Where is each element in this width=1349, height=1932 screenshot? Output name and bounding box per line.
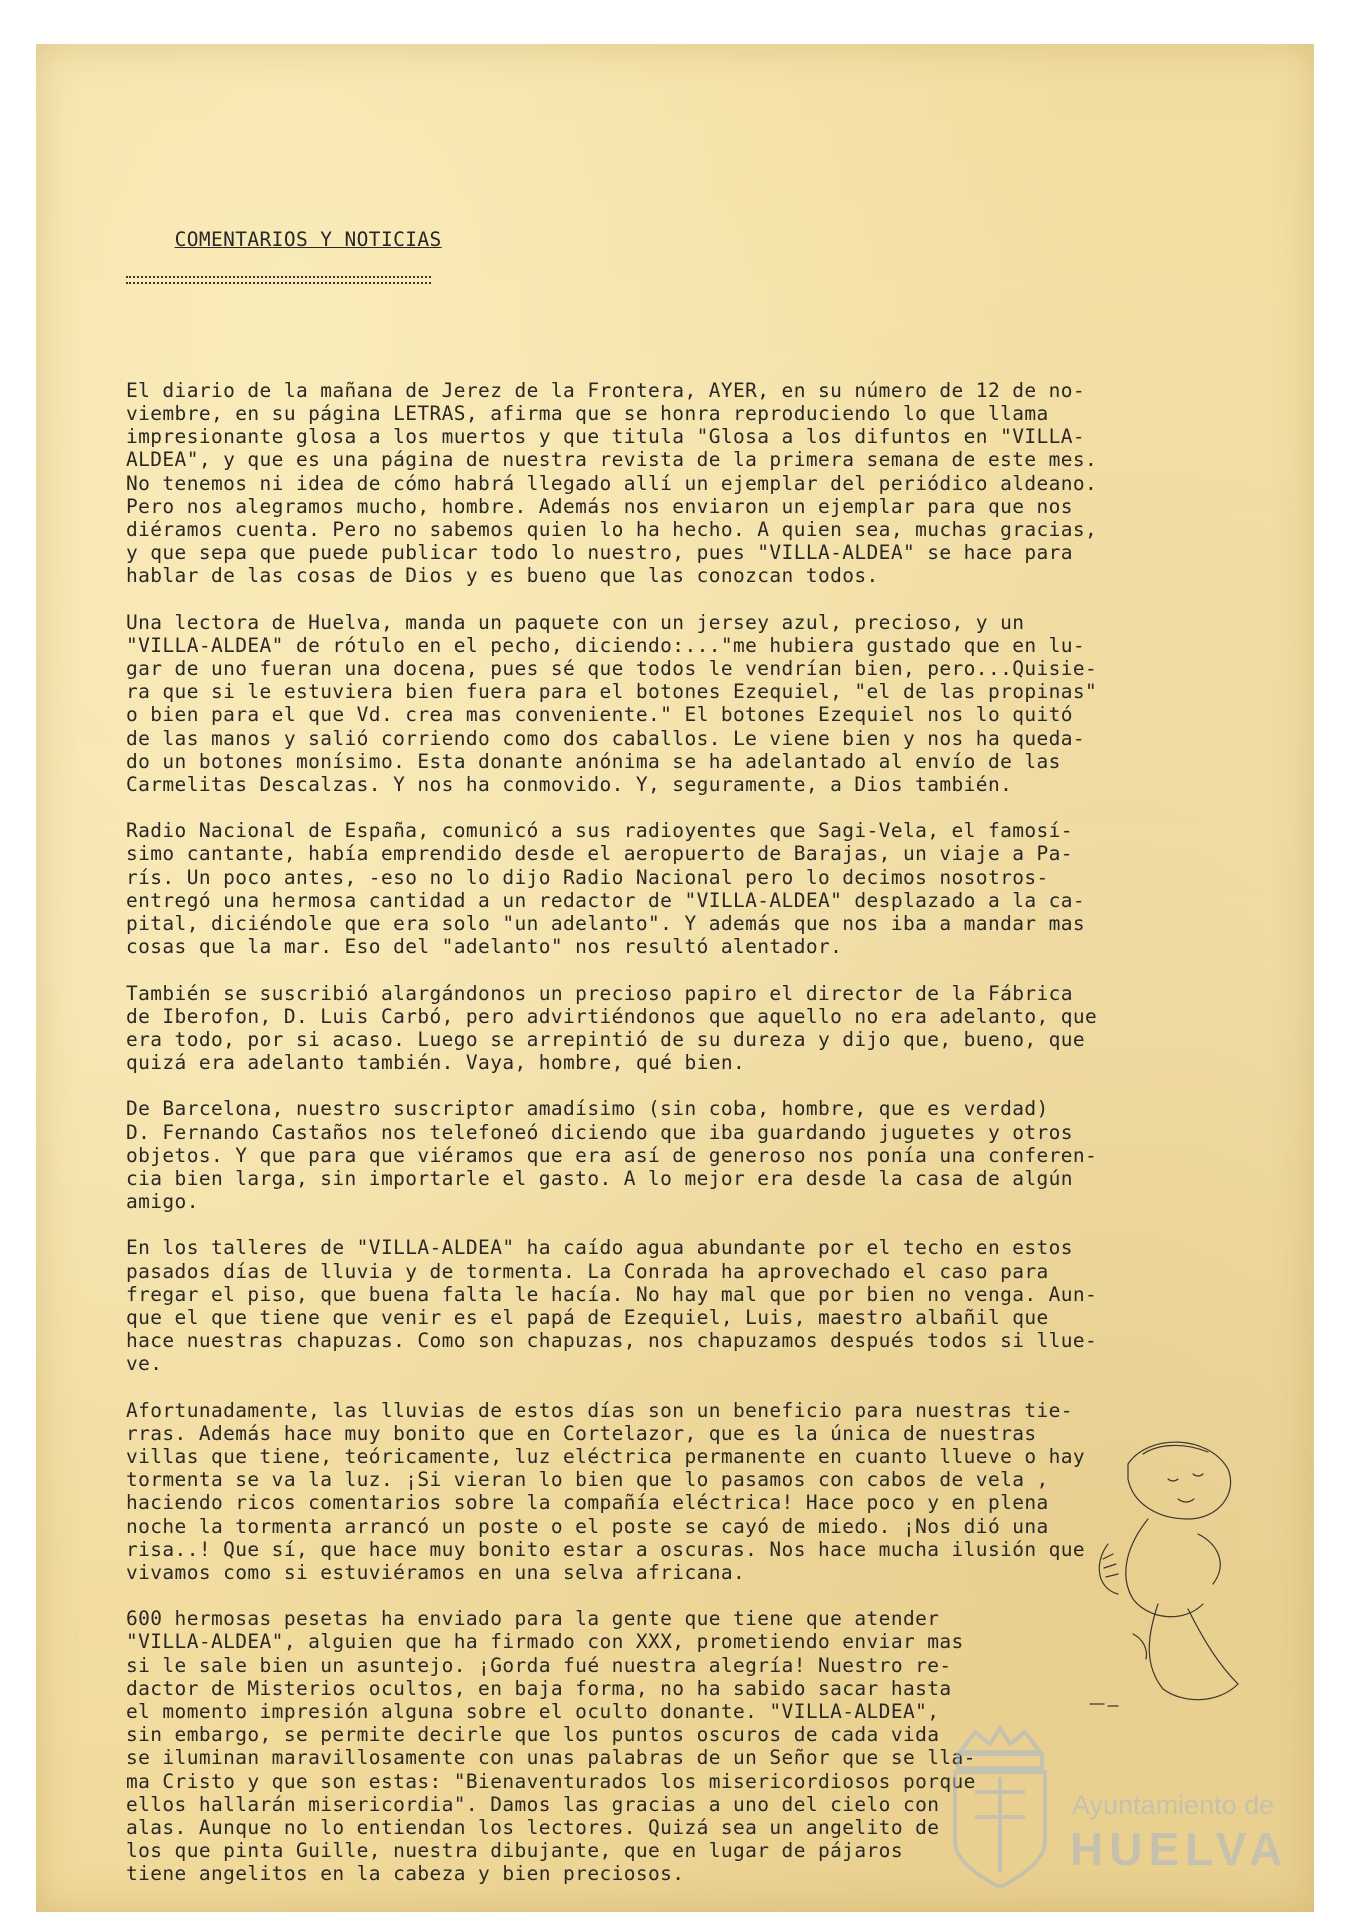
text-line: El diario de la mañana de Jerez de la Frontera, AYER, en su número de 12 de no-	[126, 378, 1086, 402]
text-line: De Barcelona, nuestro suscriptor amadísimo (sin coba, hombre, que es verdad)	[126, 1097, 1049, 1121]
paragraph	[126, 819, 1226, 958]
document-heading: COMENTARIOS Y NOTICIAS	[174, 227, 442, 251]
text-line: Radio Nacional de España, comunicó a sus radioyentes que Sagi-Vela, el famosí-	[126, 819, 1073, 843]
text-line: ellos hallarán misericordia". Damos las gracias a uno del cielo con	[126, 1792, 940, 1816]
text-line: D. Fernando Castaños nos telefoneó diciendo que iba guardando juguetes y otros	[126, 1120, 1073, 1144]
text-line: de las manos y salió corriendo como dos caballos. Le viene bien y nos ha queda-	[126, 726, 1086, 750]
text-line: tormenta se va la luz. ¡Si vieran lo bien que lo pasamos con cabos de vela ,	[126, 1468, 1049, 1492]
text-line: de Iberofon, D. Luis Carbó, pero advirtiéndonos que aquello no era adelanto, que	[126, 1004, 1098, 1028]
text-line: No tenemos ni idea de cómo habrá llegado allí un ejemplar del periódico aldeano.	[126, 471, 1098, 495]
text-line: impresionante glosa a los muertos y que titula "Glosa a los difuntos en "VILLA-	[126, 425, 1086, 449]
text-line: diéramos cuenta. Pero no sabemos quien lo ha hecho. A quien sea, muchas gracias,	[126, 518, 1098, 542]
text-line: pasados días de lluvia y de tormenta. La Conrada ha aprovechado el caso para	[126, 1259, 1049, 1283]
text-line: ALDEA", y que es una página de nuestra revista de la primera semana de este mes.	[126, 448, 1098, 472]
text-line: pital, diciéndole que era solo "un adelanto". Y además que nos iba a mandar mas	[126, 912, 1086, 936]
text-line: los que pinta Guille, nuestra dibujante, que en lugar de pájaros	[126, 1839, 903, 1863]
text-line: que el que tiene que venir es el papá de Ezequiel, Luis, maestro albañil que	[126, 1305, 1049, 1329]
text-line: era todo, por si acaso. Luego se arrepintió de su dureza y dijo que, bueno, que	[126, 1027, 1086, 1051]
text-line: el momento impresión alguna sobre el oculto donante. "VILLA-ALDEA",	[126, 1699, 940, 1723]
text-line: Pero nos alegramos mucho, hombre. Además nos enviaron un ejemplar para que nos	[126, 494, 1073, 518]
text-line: o bien para el que Vd. crea mas conveniente." El botones Ezequiel nos lo quitó	[126, 703, 1073, 727]
text-line: viembre, en su página LETRAS, afirma que se honra reproduciendo lo que llama	[126, 402, 1049, 426]
text-line: risa..! Que sí, que hace muy bonito estar a oscuras. Nos hace mucha ilusión que	[126, 1537, 1086, 1561]
text-line: se iluminan maravillosamente con unas palabras de un Señor que se lla-	[126, 1746, 976, 1770]
text-line: noche la tormenta arrancó un poste o el poste se cayó de miedo. ¡Nos dió una	[126, 1514, 1049, 1538]
text-line: villas que tiene, teóricamente, luz eléctrica permanente en cuanto llueve o hay	[126, 1444, 1086, 1468]
text-line: simo cantante, había emprendido desde el aeropuerto de Barajas, un viaje a Pa-	[126, 842, 1073, 866]
paragraph	[126, 1236, 1226, 1375]
text-line: También se suscribió alargándonos un precioso papiro el director de la Fábrica	[126, 981, 1073, 1005]
text-line: Afortunadamente, las lluvias de estos días son un beneficio para nuestras tie-	[126, 1398, 1073, 1422]
text-line: haciendo ricos comentarios sobre la compañía eléctrica! Hace poco y en plena	[126, 1491, 1049, 1515]
paragraphs-container	[126, 379, 1226, 1886]
text-line: cia bien larga, sin importarle el gasto. A lo mejor era desde la casa de algún	[126, 1166, 1073, 1190]
text-line: objetos. Y que para que viéramos que era así de generoso nos ponía una conferen-	[126, 1143, 1098, 1167]
heading-double-underline	[126, 276, 431, 284]
angel-sketch-icon	[1088, 1424, 1258, 1714]
text-line: hace nuestras chapuzas. Como son chapuzas, nos chapuzamos después todos si llue-	[126, 1329, 1098, 1353]
text-line: vivamos como si estuviéramos en una selva africana.	[126, 1560, 746, 1584]
text-line: ve.	[126, 1352, 163, 1376]
document-body	[126, 158, 1226, 1932]
text-line: alas. Aunque no lo entiendan los lectores. Quizá sea un angelito de	[126, 1816, 940, 1839]
text-line: amigo.	[126, 1190, 199, 1214]
text-line: cosas que la mar. Eso del "adelanto" nos resultó alentador.	[126, 935, 843, 959]
text-line: "VILLA-ALDEA", alguien que ha firmado con XXX, prometiendo enviar mas	[126, 1630, 964, 1654]
heading-block	[126, 204, 1226, 330]
text-line: do un botones monísimo. Esta donante anónima se ha adelantado al envío de las	[126, 749, 1061, 773]
text-line: ra que si le estuviera bien fuera para el botones Ezequiel, "el de las propinas"	[126, 680, 1098, 704]
text-line: quizá era adelanto también. Vaya, hombre, qué bien.	[126, 1051, 746, 1075]
text-line: dactor de Misterios ocultos, en baja forma, no ha sabido sacar hasta	[126, 1676, 952, 1700]
text-line: En los talleres de "VILLA-ALDEA" ha caído agua abundante por el techo en estos	[126, 1236, 1073, 1260]
text-line: y que sepa que puede publicar todo lo nuestro, pues "VILLA-ALDEA" se hace para	[126, 541, 1073, 565]
text-line: rras. Además hace muy bonito que en Cortelazor, que es la única de nuestras	[126, 1421, 1037, 1445]
text-line: hablar de las cosas de Dios y es bueno que las conozcan todos.	[126, 564, 879, 588]
text-line: Una lectora de Huelva, manda un paquete con un jersey azul, precioso, y un	[126, 610, 1025, 634]
paragraph	[126, 611, 1226, 797]
text-line: "VILLA-ALDEA" de rótulo en el pecho, diciendo:..."me hubiera gustado que en lu-	[126, 633, 1086, 657]
paragraph	[126, 1097, 1226, 1213]
text-line: entregó una hermosa cantidad a un redactor de "VILLA-ALDEA" desplazado a la ca-	[126, 888, 1086, 912]
coat-of-arms-icon	[940, 1722, 1060, 1892]
ayuntamiento-watermark	[940, 1712, 1300, 1902]
text-line: Carmelitas Descalzas. Y nos ha conmovido. Y, seguramente, a Dios también.	[126, 773, 1013, 797]
text-line: sin embargo, se permite decirle que los puntos oscuros de cada vida	[126, 1723, 940, 1747]
watermark-line1: Ayuntamiento de	[1072, 1790, 1275, 1820]
text-line: fregar el piso, que buena falta le hacía. No hay mal que por bien no venga. Aun-	[126, 1282, 1098, 1306]
text-line: ma Cristo y que son estas: "Bienaventurados los misericordiosos porque	[126, 1769, 976, 1793]
text-line: gar de uno fueran una docena, pues sé que todos le vendrían bien, pero...Quisie-	[126, 657, 1098, 681]
watermark-line2: HUELVA	[1070, 1823, 1289, 1875]
text-line: si le sale bien un asuntejo. ¡Gorda fué nuestra alegría! Nuestro re-	[126, 1653, 952, 1677]
text-line: 600 hermosas pesetas ha enviado para la gente que tiene que atender	[126, 1607, 940, 1631]
text-line: tiene angelitos en la cabeza y bien preciosos.	[126, 1862, 685, 1886]
paragraph	[126, 379, 1226, 588]
paragraph	[126, 982, 1226, 1075]
text-line: rís. Un poco antes, -eso no lo dijo Radio Nacional pero lo decimos nosotros-	[126, 865, 1049, 889]
paragraph	[126, 1399, 1226, 1585]
